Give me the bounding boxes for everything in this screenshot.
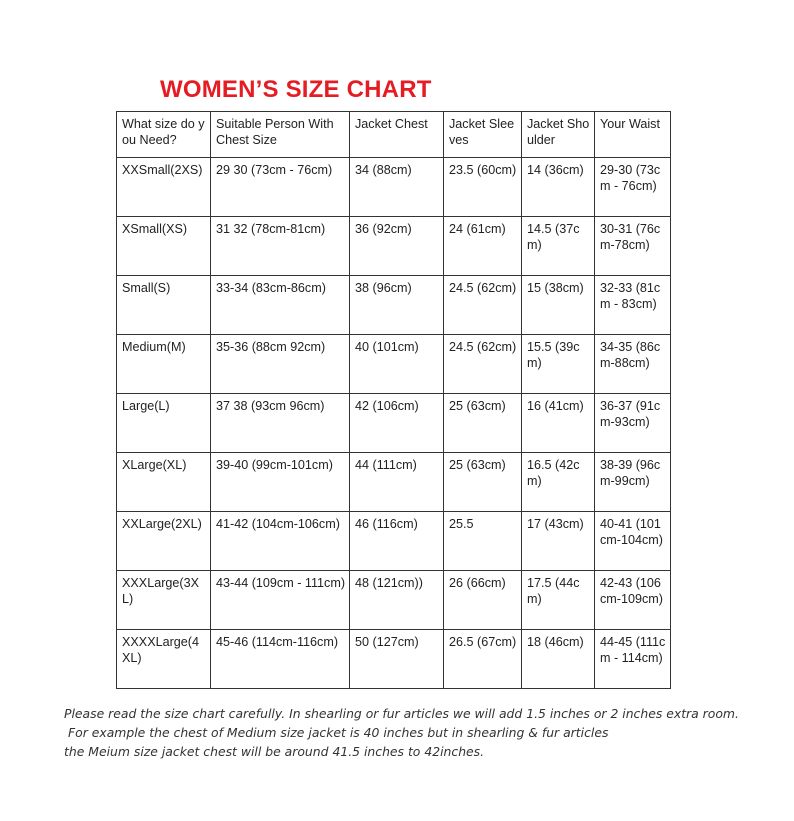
header-waist: Your Waist bbox=[595, 112, 671, 158]
cell-jacket-sleeves: 25 (63cm) bbox=[444, 453, 522, 512]
table-row bbox=[117, 158, 671, 217]
cell-jacket-chest: 40 (101cm) bbox=[350, 335, 444, 394]
cell-jacket-sleeves: 25.5 bbox=[444, 512, 522, 571]
cell-jacket-chest: 44 (111cm) bbox=[350, 453, 444, 512]
cell-jacket-shoulder: 16 (41cm) bbox=[522, 394, 595, 453]
cell-waist: 40-41 (101cm-104cm) bbox=[595, 512, 671, 571]
note-line: the Meium size jacket chest will be around 41.5 inches to 42inches. bbox=[64, 744, 485, 759]
cell-waist: 38-39 (96cm-99cm) bbox=[595, 453, 671, 512]
cell-size: Large(L) bbox=[117, 394, 211, 453]
cell-jacket-shoulder: 15.5 (39cm) bbox=[522, 335, 595, 394]
cell-jacket-shoulder: 17 (43cm) bbox=[522, 512, 595, 571]
cell-waist: 42-43 (106cm-109cm) bbox=[595, 571, 671, 630]
cell-jacket-shoulder: 15 (38cm) bbox=[522, 276, 595, 335]
cell-jacket-shoulder: 17.5 (44cm) bbox=[522, 571, 595, 630]
cell-jacket-shoulder: 14 (36cm) bbox=[522, 158, 595, 217]
cell-waist: 36-37 (91cm-93cm) bbox=[595, 394, 671, 453]
cell-jacket-sleeves: 25 (63cm) bbox=[444, 394, 522, 453]
cell-jacket-chest: 38 (96cm) bbox=[350, 276, 444, 335]
cell-person-chest: 43-44 (109cm - 111cm) bbox=[211, 571, 350, 630]
table-row bbox=[117, 453, 671, 512]
table-header-row bbox=[117, 112, 671, 158]
cell-person-chest: 41-42 (104cm-106cm) bbox=[211, 512, 350, 571]
cell-jacket-chest: 50 (127cm) bbox=[350, 630, 444, 689]
note-line: Please read the size chart carefully. In shearling or fur articles we will add 1.5 inches or 2 inches extra room. bbox=[64, 706, 739, 721]
cell-jacket-sleeves: 26 (66cm) bbox=[444, 571, 522, 630]
cell-jacket-chest: 42 (106cm) bbox=[350, 394, 444, 453]
cell-waist: 29-30 (73cm - 76cm) bbox=[595, 158, 671, 217]
cell-waist: 44-45 (111cm - 114cm) bbox=[595, 630, 671, 689]
size-chart-table bbox=[116, 111, 671, 689]
cell-size: Medium(M) bbox=[117, 335, 211, 394]
cell-person-chest: 33-34 (83cm-86cm) bbox=[211, 276, 350, 335]
cell-jacket-sleeves: 24.5 (62cm) bbox=[444, 276, 522, 335]
cell-jacket-chest: 34 (88cm) bbox=[350, 158, 444, 217]
cell-waist: 34-35 (86cm-88cm) bbox=[595, 335, 671, 394]
cell-person-chest: 35-36 (88cm 92cm) bbox=[211, 335, 350, 394]
table-row bbox=[117, 571, 671, 630]
cell-jacket-chest: 36 (92cm) bbox=[350, 217, 444, 276]
cell-person-chest: 31 32 (78cm-81cm) bbox=[211, 217, 350, 276]
header-jacket-chest: Jacket Chest bbox=[350, 112, 444, 158]
cell-jacket-shoulder: 14.5 (37cm) bbox=[522, 217, 595, 276]
header-size: What size do you Need? bbox=[117, 112, 211, 158]
header-jacket-shoulder: Jacket Shoulder bbox=[522, 112, 595, 158]
cell-size: Small(S) bbox=[117, 276, 211, 335]
page-title: WOMEN’S SIZE CHART bbox=[160, 76, 432, 103]
header-person-chest: Suitable Person With Chest Size bbox=[211, 112, 350, 158]
cell-jacket-sleeves: 23.5 (60cm) bbox=[444, 158, 522, 217]
cell-person-chest: 45-46 (114cm-116cm) bbox=[211, 630, 350, 689]
cell-size: XLarge(XL) bbox=[117, 453, 211, 512]
cell-jacket-sleeves: 24.5 (62cm) bbox=[444, 335, 522, 394]
table-row bbox=[117, 394, 671, 453]
cell-jacket-sleeves: 26.5 (67cm) bbox=[444, 630, 522, 689]
cell-size: XXSmall(2XS) bbox=[117, 158, 211, 217]
cell-jacket-shoulder: 16.5 (42cm) bbox=[522, 453, 595, 512]
cell-jacket-shoulder: 18 (46cm) bbox=[522, 630, 595, 689]
cell-size: XSmall(XS) bbox=[117, 217, 211, 276]
cell-person-chest: 29 30 (73cm - 76cm) bbox=[211, 158, 350, 217]
size-note bbox=[64, 704, 784, 761]
cell-jacket-sleeves: 24 (61cm) bbox=[444, 217, 522, 276]
header-jacket-sleeves: Jacket Sleeves bbox=[444, 112, 522, 158]
cell-size: XXLarge(2XL) bbox=[117, 512, 211, 571]
cell-size: XXXLarge(3XL) bbox=[117, 571, 211, 630]
cell-person-chest: 37 38 (93cm 96cm) bbox=[211, 394, 350, 453]
table-row bbox=[117, 217, 671, 276]
table-row bbox=[117, 630, 671, 689]
cell-waist: 32-33 (81cm - 83cm) bbox=[595, 276, 671, 335]
table-row bbox=[117, 335, 671, 394]
note-line: For example the chest of Medium size jacket is 40 inches but in shearling & fur articles bbox=[68, 725, 609, 740]
cell-waist: 30-31 (76cm-78cm) bbox=[595, 217, 671, 276]
cell-jacket-chest: 46 (116cm) bbox=[350, 512, 444, 571]
table-row bbox=[117, 512, 671, 571]
cell-jacket-chest: 48 (121cm)) bbox=[350, 571, 444, 630]
cell-size: XXXXLarge(4XL) bbox=[117, 630, 211, 689]
cell-person-chest: 39-40 (99cm-101cm) bbox=[211, 453, 350, 512]
table-row bbox=[117, 276, 671, 335]
